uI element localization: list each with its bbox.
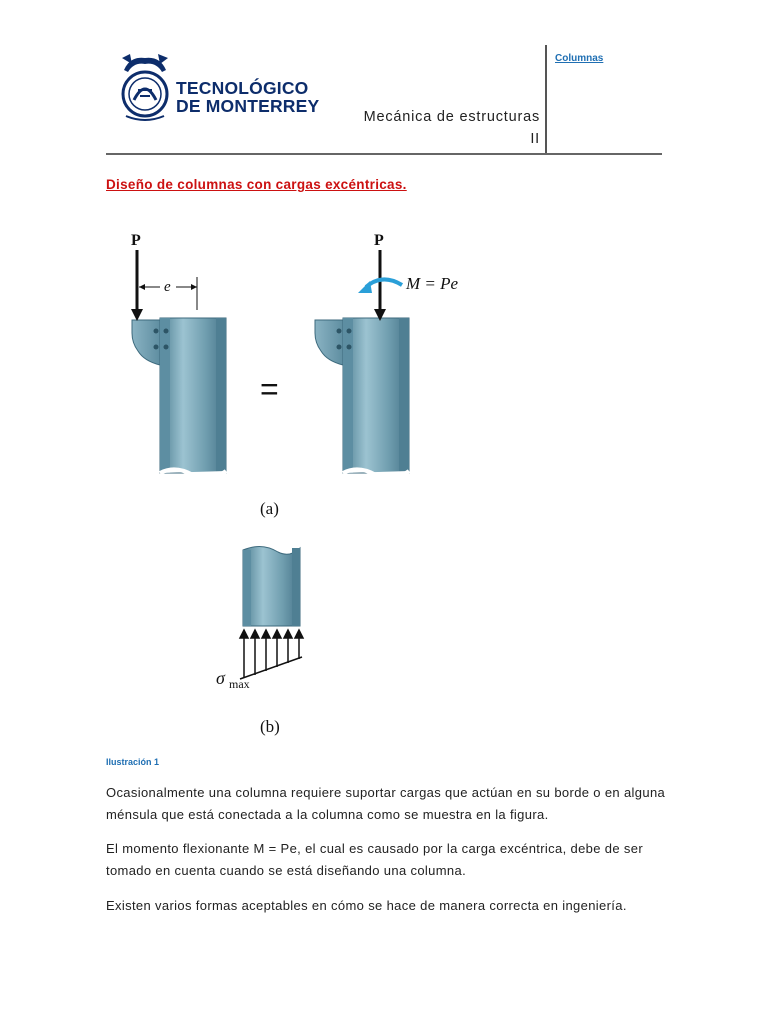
stress-subscript: max (229, 677, 250, 691)
logo-line-1: TECNOLÓGICO (176, 78, 309, 98)
course-title-line-1: Mecánica de estructuras (363, 109, 540, 125)
stress-distribution-arrows (240, 630, 303, 679)
section-tag[interactable]: Columnas (555, 53, 604, 64)
section-heading: Diseño de columnas con cargas excéntricas. (106, 177, 407, 192)
column-section (243, 546, 300, 626)
figure-a (120, 225, 480, 525)
paragraph-3: Existen varios formas aceptables en cómo se hace de manera correcta en ingeniería. (106, 898, 627, 913)
paragraph-1: Ocasionalmente una columna requiere suportar cargas que actúan en su borde o en alguna ménsula que está conectada a la columna como se muestra en la figura. (106, 785, 666, 822)
column-right (315, 318, 409, 478)
course-title (330, 106, 540, 150)
figure-caption: Ilustración 1 (106, 757, 160, 767)
equals-sign: = (260, 371, 279, 407)
load-label-left: P (131, 232, 141, 249)
load-arrow-left (131, 250, 143, 321)
paragraph-2: El momento flexionante M = Pe, el cual es causado por la carga excéntrica, debe de ser tomado en cuenta cuando se está diseñando una columna. (106, 841, 644, 878)
header-vertical-divider (545, 45, 547, 154)
load-arrow-right (374, 250, 386, 321)
header-horizontal-divider (106, 153, 662, 155)
logo-line-2: DE MONTERREY (176, 96, 320, 116)
figure-b (200, 540, 350, 740)
figure-b-caption: (b) (260, 717, 280, 736)
load-label-right: P (374, 232, 384, 249)
figure-a-caption: (a) (260, 499, 279, 518)
column-left (132, 318, 226, 478)
eccentricity-label: e (164, 279, 171, 295)
institution-logo (116, 50, 320, 124)
moment-label: M = Pe (406, 274, 459, 293)
seal-icon (116, 50, 174, 124)
course-title-line-2: II (530, 131, 540, 147)
stress-label: σ (216, 668, 225, 688)
